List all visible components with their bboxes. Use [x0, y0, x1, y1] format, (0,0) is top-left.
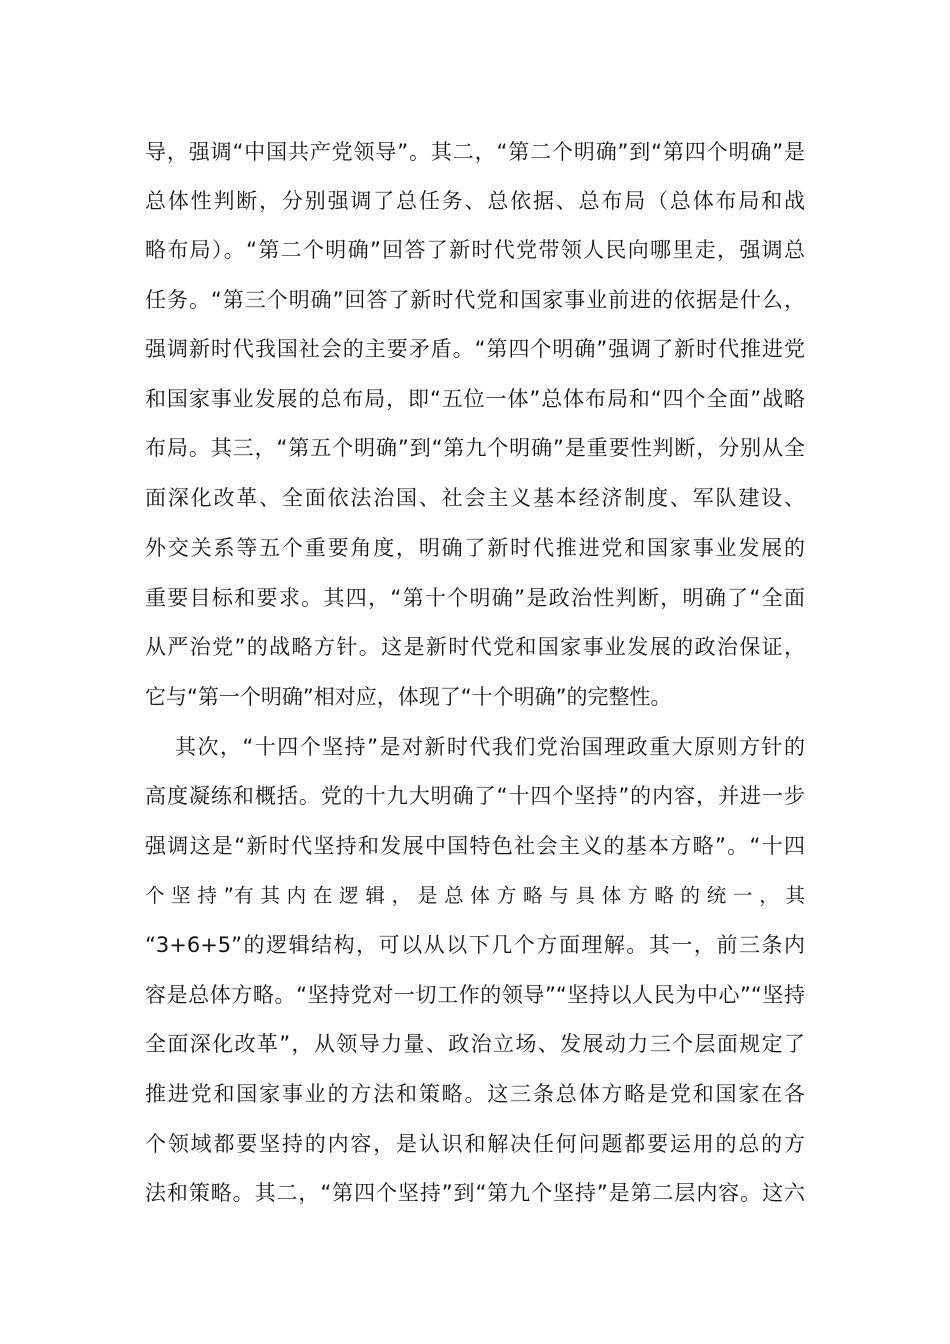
paragraph-end-line: 它与“第一个明确”相对应，体现了“十个明确”的完整性。 [145, 685, 672, 709]
text-line: 全面深化改革”，从领导力量、政治立场、发展动力三个层面规定了 [145, 1032, 805, 1056]
text-line: 面深化改革、全面依法治国、社会主义基本经济制度、军队建设、 [145, 486, 805, 510]
text-line: 略布局）。“第二个明确”回答了新时代党带领人民向哪里走，强调总 [145, 238, 805, 262]
text-line: 外交关系等五个重要角度，明确了新时代推进党和国家事业发展的 [145, 536, 805, 560]
text-line: 任务。“第三个明确”回答了新时代党和国家事业前进的依据是什么， [145, 288, 805, 312]
paragraph-start-line: 其次，“十四个坚持”是对新时代我们党治国理政重大原则方针的 [175, 735, 805, 759]
text-line: 强调新时代我国社会的主要矛盾。“第四个明确”强调了新时代推进党 [145, 337, 805, 361]
text-line: 重要目标和要求。其四，“第十个明确”是政治性判断，明确了“全面 [145, 586, 805, 610]
text-line: 推进党和国家事业的方法和策略。这三条总体方略是党和国家在各 [145, 1082, 805, 1106]
text-line: 布局。其三，“第五个明确”到“第九个明确”是重要性判断，分别从全 [145, 436, 805, 460]
text-line: 从严治党”的战略方针。这是新时代党和国家事业发展的政治保证， [145, 635, 805, 659]
text-line: 总体性判断，分别强调了总任务、总依据、总布局（总体布局和战 [145, 189, 805, 213]
text-line: 个 坚 持 ”有 其 内 在 逻 辑 ， 是 总 体 方 略 与 具 体 方 略 的 统 一 ， 其 [145, 884, 805, 907]
text-line: “3+6+5”的逻辑结构，可以从以下几个方面理解。其一，前三条内 [145, 933, 805, 957]
text-line: 和国家事业发展的总布局，即“五位一体”总体布局和“四个全面”战略 [145, 387, 805, 411]
text-line: 法和策略。其二，“第四个坚持”到“第九个坚持”是第二层内容。这六 [145, 1181, 805, 1205]
text-line: 导，强调“中国共产党领导”。其二，“第二个明确”到“第四个明确”是 [145, 140, 805, 164]
text-line: 高度凝练和概括。党的十九大明确了“十四个坚持”的内容，并进一步 [145, 784, 805, 808]
text-line: 容是总体方略。“坚持党对一切工作的领导”“坚持以人民为中心”“坚持 [145, 983, 805, 1007]
text-line: 个领域都要坚持的内容，是认识和解决任何问题都要运用的总的方 [145, 1132, 805, 1156]
text-line: 强调这是“新时代坚持和发展中国特色社会主义的基本方略”。“十四 [145, 834, 805, 858]
